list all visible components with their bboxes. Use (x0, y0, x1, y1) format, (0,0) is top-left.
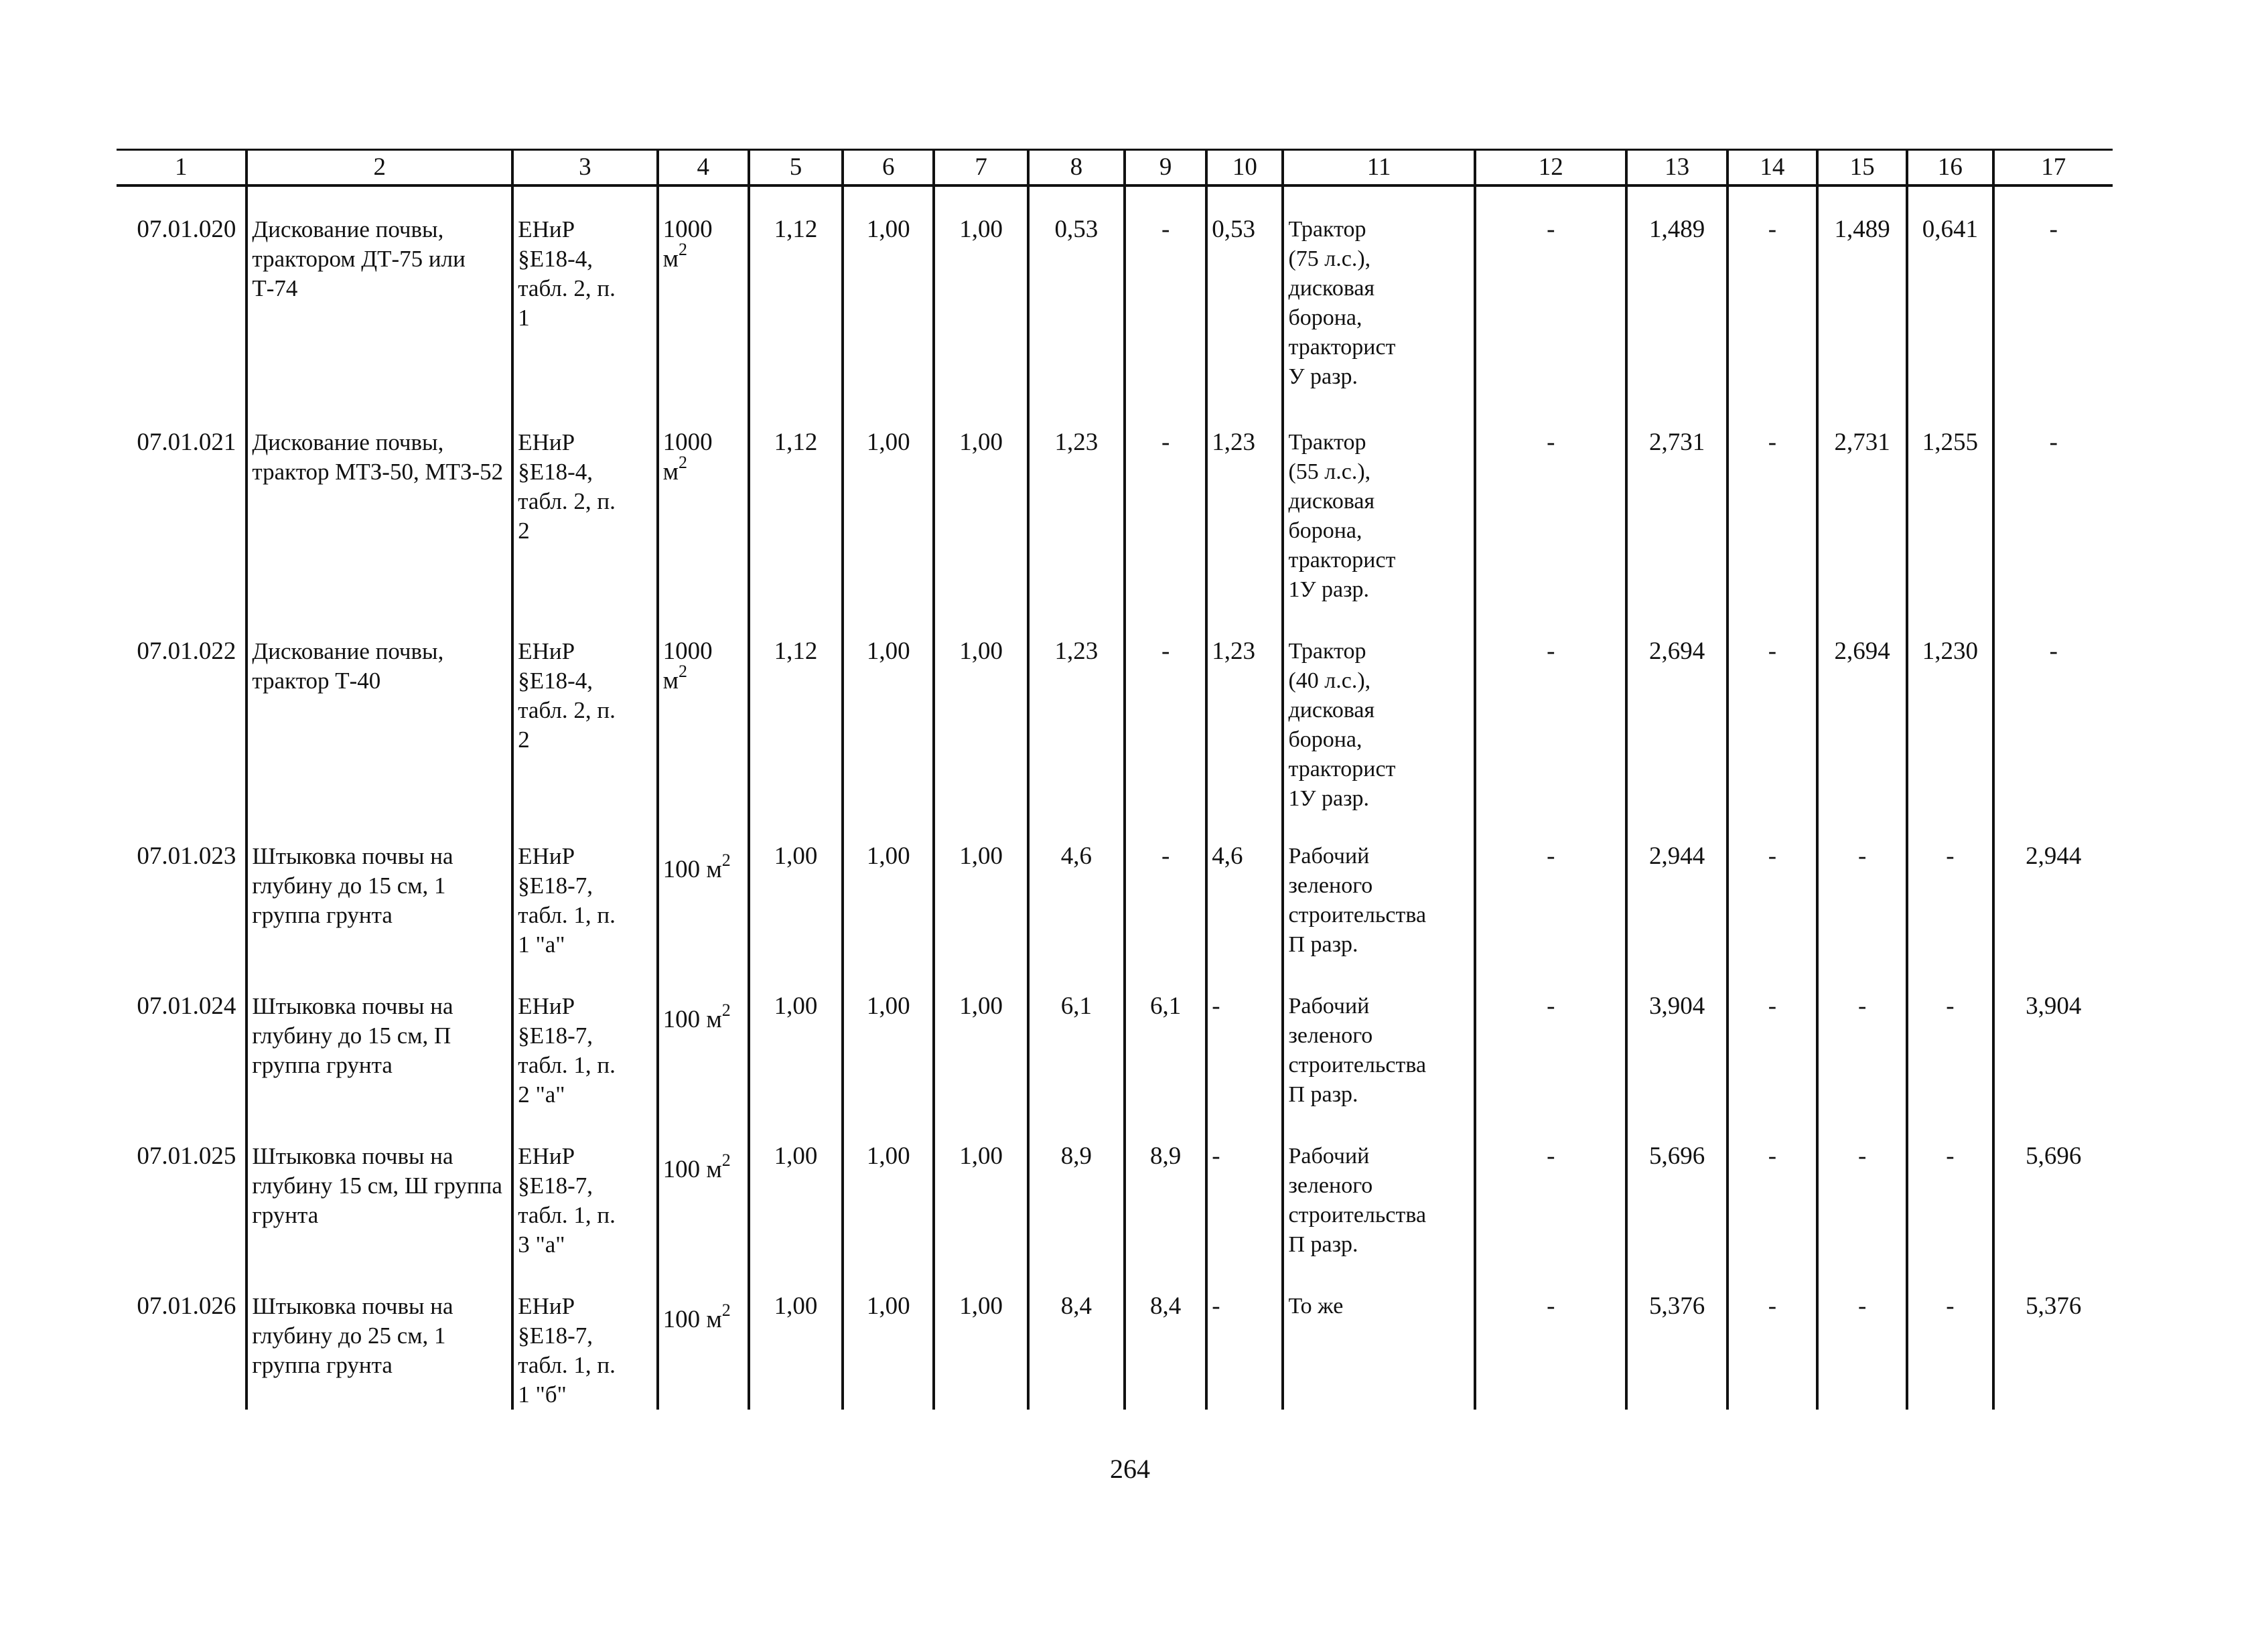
unit-value: 100 м (662, 1156, 722, 1183)
cell-col-12: - (1475, 609, 1626, 814)
cell-col-9: 8,9 (1125, 1114, 1206, 1264)
column-header-10: 10 (1206, 150, 1283, 186)
column-header-14: 14 (1727, 150, 1817, 186)
cell-col-16: - (1907, 1264, 1993, 1410)
unit-exponent: 2 (721, 1300, 731, 1320)
cell-col-8: 0,53 (1028, 185, 1125, 400)
norm-code: 07.01.026 (137, 1292, 236, 1320)
cell-col-13: 5,376 (1626, 1264, 1727, 1410)
work-name: Дискование почвы, трактор МТЗ-50, МТЗ-52 (246, 400, 512, 609)
cell-col-6: 1,00 (843, 1264, 934, 1410)
column-header-1: 1 (117, 150, 246, 186)
cell-col-9: - (1125, 814, 1206, 964)
cell-col-14: - (1727, 185, 1817, 400)
measure-unit (658, 185, 749, 400)
cell-col-13: 5,696 (1626, 1114, 1727, 1264)
unit-value: 1000 (662, 637, 713, 665)
cell-col-9: 6,1 (1125, 964, 1206, 1114)
resource-description: Рабочий зеленого строительства П разр. (1283, 814, 1475, 964)
norm-reference: ЕНиР §Е18-7, табл. 1, п. 1 "б" (512, 1264, 657, 1410)
column-header-6: 6 (843, 150, 934, 186)
cell-col-12: - (1475, 400, 1626, 609)
cell-col-14: - (1727, 400, 1817, 609)
norm-code: 07.01.022 (137, 637, 236, 665)
cell-col-17: - (1993, 185, 2113, 400)
cell-col-13: 1,489 (1626, 185, 1727, 400)
norm-reference: ЕНиР §Е18-4, табл. 2, п. 2 (512, 400, 657, 609)
resource-description: То же (1283, 1264, 1475, 1410)
table-row (117, 964, 2113, 1114)
resource-description: Трактор (75 л.с.), дисковая борона, тракторист У разр. (1283, 185, 1475, 400)
cell-col-13: 2,731 (1626, 400, 1727, 609)
cell-col-6: 1,00 (843, 964, 934, 1114)
cell-col-10: 1,23 (1206, 400, 1283, 609)
column-header-8: 8 (1028, 150, 1125, 186)
column-header-2: 2 (246, 150, 512, 186)
cell-col-17: 3,904 (1993, 964, 2113, 1114)
measure-unit (658, 400, 749, 609)
cell-col-7: 1,00 (934, 1264, 1028, 1410)
unit-base: м (662, 245, 679, 273)
cell-col-10: - (1206, 1114, 1283, 1264)
cell-col-17: 2,944 (1993, 814, 2113, 964)
cell-col-16: - (1907, 1114, 1993, 1264)
cell-col-5: 1,12 (749, 400, 843, 609)
cell-col-8: 1,23 (1028, 400, 1125, 609)
unit-value: 100 м (662, 1306, 722, 1333)
norm-reference: ЕНиР §Е18-7, табл. 1, п. 2 "а" (512, 964, 657, 1114)
cell-col-12: - (1475, 1114, 1626, 1264)
cell-col-8: 4,6 (1028, 814, 1125, 964)
cell-col-12: - (1475, 1264, 1626, 1410)
norm-code: 07.01.020 (137, 216, 236, 243)
table-body (117, 185, 2113, 1410)
unit-exponent: 2 (679, 661, 688, 681)
cell-col-9: - (1125, 400, 1206, 609)
norm-reference: ЕНиР §Е18-7, табл. 1, п. 1 "а" (512, 814, 657, 964)
column-header-4: 4 (658, 150, 749, 186)
unit-exponent: 2 (721, 1150, 731, 1170)
column-header-5: 5 (749, 150, 843, 186)
norms-table (117, 149, 2113, 1410)
table-row (117, 185, 2113, 400)
cell-col-10: - (1206, 964, 1283, 1114)
cell-col-7: 1,00 (934, 609, 1028, 814)
cell-col-7: 1,00 (934, 1114, 1028, 1264)
resource-description: Рабочий зеленого строительства П разр. (1283, 1114, 1475, 1264)
cell-col-5: 1,00 (749, 964, 843, 1114)
unit-exponent: 2 (721, 1000, 731, 1020)
cell-col-17: - (1993, 400, 2113, 609)
cell-col-15: - (1817, 1114, 1907, 1264)
cell-col-12: - (1475, 964, 1626, 1114)
cell-col-7: 1,00 (934, 185, 1028, 400)
unit-base: м (662, 458, 679, 485)
cell-col-7: 1,00 (934, 964, 1028, 1114)
cell-col-9: 8,4 (1125, 1264, 1206, 1410)
measure-unit (658, 814, 749, 964)
cell-col-16: 0,641 (1907, 185, 1993, 400)
cell-col-14: - (1727, 964, 1817, 1114)
column-header-9: 9 (1125, 150, 1206, 186)
cell-col-13: 2,694 (1626, 609, 1727, 814)
cell-col-15: 1,489 (1817, 185, 1907, 400)
cell-col-7: 1,00 (934, 814, 1028, 964)
cell-col-8: 8,9 (1028, 1114, 1125, 1264)
cell-col-16: 1,230 (1907, 609, 1993, 814)
cell-col-17: 5,376 (1993, 1264, 2113, 1410)
table-row (117, 814, 2113, 964)
column-header-12: 12 (1475, 150, 1626, 186)
cell-col-16: - (1907, 964, 1993, 1114)
column-header-11: 11 (1283, 150, 1475, 186)
work-name: Штыковка почвы на глубину 15 см, Ш группа грунта (246, 1114, 512, 1264)
cell-col-6: 1,00 (843, 1114, 934, 1264)
cell-col-14: - (1727, 1264, 1817, 1410)
table-row (117, 1114, 2113, 1264)
measure-unit (658, 609, 749, 814)
norm-code: 07.01.025 (137, 1142, 236, 1170)
column-header-16: 16 (1907, 150, 1993, 186)
cell-col-9: - (1125, 609, 1206, 814)
cell-col-6: 1,00 (843, 609, 934, 814)
table-row (117, 1264, 2113, 1410)
norm-code: 07.01.021 (137, 429, 236, 456)
cell-col-6: 1,00 (843, 400, 934, 609)
cell-col-12: - (1475, 814, 1626, 964)
norm-code: 07.01.024 (137, 992, 236, 1020)
table-row (117, 609, 2113, 814)
column-header-3: 3 (512, 150, 657, 186)
cell-col-5: 1,12 (749, 609, 843, 814)
cell-col-13: 3,904 (1626, 964, 1727, 1114)
cell-col-5: 1,00 (749, 1264, 843, 1410)
norm-reference: ЕНиР §Е18-4, табл. 2, п. 1 (512, 185, 657, 400)
cell-col-10: 1,23 (1206, 609, 1283, 814)
cell-col-16: 1,255 (1907, 400, 1993, 609)
cell-col-8: 1,23 (1028, 609, 1125, 814)
cell-col-14: - (1727, 609, 1817, 814)
cell-col-8: 8,4 (1028, 1264, 1125, 1410)
work-name: Дискование почвы, трактор Т-40 (246, 609, 512, 814)
cell-col-9: - (1125, 185, 1206, 400)
column-header-7: 7 (934, 150, 1028, 186)
unit-value: 1000 (662, 429, 713, 456)
work-name: Дискование почвы, трактором ДТ-75 или Т-74 (246, 185, 512, 400)
cell-col-15: 2,694 (1817, 609, 1907, 814)
cell-col-15: 2,731 (1817, 400, 1907, 609)
work-name: Штыковка почвы на глубину до 25 см, 1 группа грунта (246, 1264, 512, 1410)
cell-col-14: - (1727, 1114, 1817, 1264)
cell-col-15: - (1817, 814, 1907, 964)
cell-col-10: 4,6 (1206, 814, 1283, 964)
cell-col-8: 6,1 (1028, 964, 1125, 1114)
norm-reference: ЕНиР §Е18-7, табл. 1, п. 3 "а" (512, 1114, 657, 1264)
cell-col-6: 1,00 (843, 185, 934, 400)
measure-unit (658, 1264, 749, 1410)
column-header-17: 17 (1993, 150, 2113, 186)
unit-value: 100 м (662, 856, 722, 883)
unit-exponent: 2 (679, 239, 688, 259)
cell-col-15: - (1817, 1264, 1907, 1410)
column-header-13: 13 (1626, 150, 1727, 186)
unit-exponent: 2 (721, 850, 731, 870)
measure-unit (658, 964, 749, 1114)
unit-value: 1000 (662, 216, 713, 243)
resource-description: Рабочий зеленого строительства П разр. (1283, 964, 1475, 1114)
cell-col-5: 1,12 (749, 185, 843, 400)
cell-col-6: 1,00 (843, 814, 934, 964)
cell-col-13: 2,944 (1626, 814, 1727, 964)
unit-base: м (662, 667, 679, 694)
cell-col-5: 1,00 (749, 1114, 843, 1264)
table-header-row (117, 150, 2113, 186)
table-row (117, 400, 2113, 609)
page-number: 264 (1110, 1454, 1150, 1484)
unit-value: 100 м (662, 1006, 722, 1033)
cell-col-5: 1,00 (749, 814, 843, 964)
cell-col-10: 0,53 (1206, 185, 1283, 400)
column-header-15: 15 (1817, 150, 1907, 186)
norm-reference: ЕНиР §Е18-4, табл. 2, п. 2 (512, 609, 657, 814)
work-name: Штыковка почвы на глубину до 15 см, П группа грунта (246, 964, 512, 1114)
norm-code: 07.01.023 (137, 842, 236, 870)
cell-col-12: - (1475, 185, 1626, 400)
unit-exponent: 2 (679, 452, 688, 472)
resource-description: Трактор (55 л.с.), дисковая борона, тракторист 1У разр. (1283, 400, 1475, 609)
cell-col-17: - (1993, 609, 2113, 814)
cell-col-15: - (1817, 964, 1907, 1114)
work-name: Штыковка почвы на глубину до 15 см, 1 группа грунта (246, 814, 512, 964)
resource-description: Трактор (40 л.с.), дисковая борона, тракторист 1У разр. (1283, 609, 1475, 814)
cell-col-16: - (1907, 814, 1993, 964)
measure-unit (658, 1114, 749, 1264)
cell-col-7: 1,00 (934, 400, 1028, 609)
cell-col-14: - (1727, 814, 1817, 964)
cell-col-10: - (1206, 1264, 1283, 1410)
cell-col-17: 5,696 (1993, 1114, 2113, 1264)
